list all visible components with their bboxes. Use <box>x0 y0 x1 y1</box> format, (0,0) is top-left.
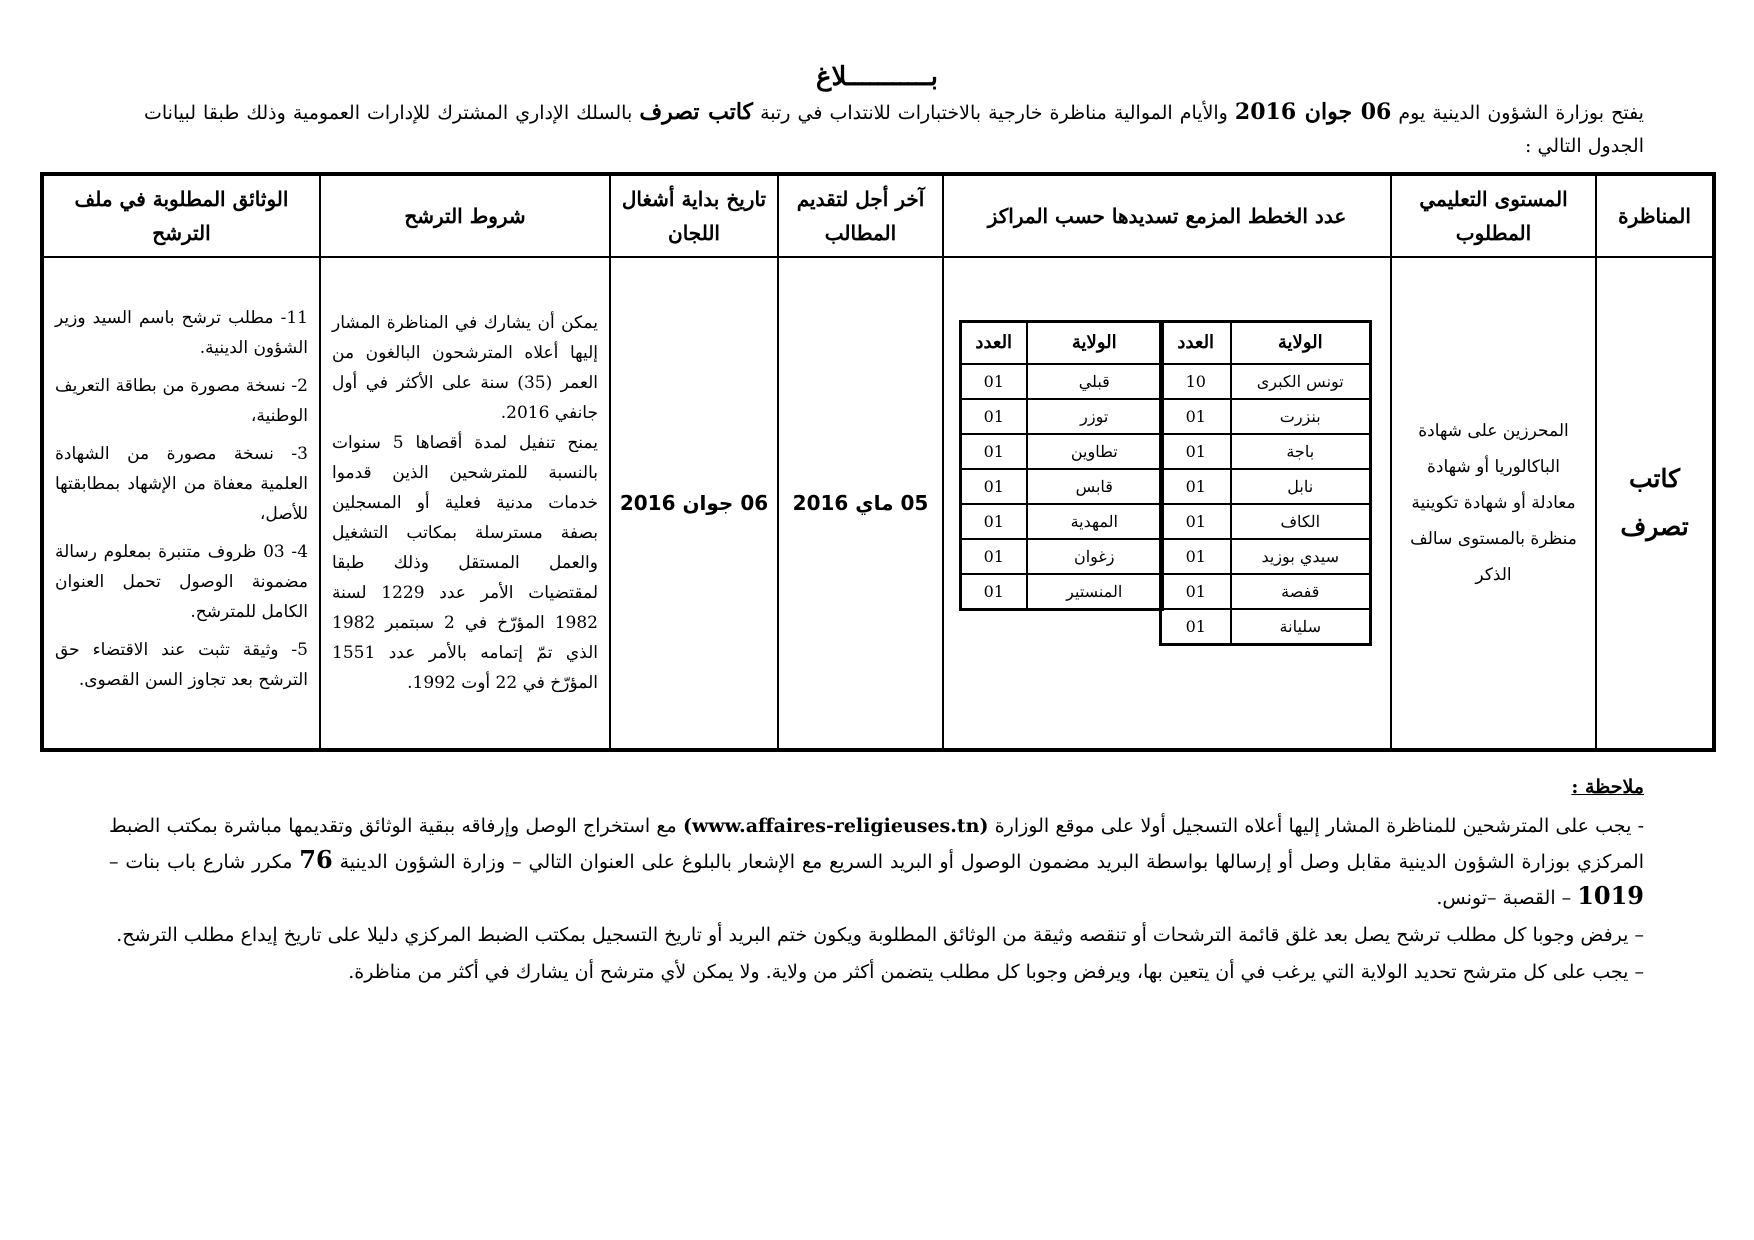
table-row <box>1161 574 1371 609</box>
header-deadline: آخر أجل لتقديم المطالب <box>778 174 943 257</box>
state-name: قابس <box>1027 469 1163 504</box>
table-row <box>1161 434 1371 469</box>
list-item: 2- نسخة مصورة من بطاقة التعريف الوطنية، <box>55 376 308 426</box>
header-start-date: تاريخ بداية أشغال اللجان <box>610 174 778 257</box>
note-1-text-d: – القصبة –تونس. <box>1436 887 1572 909</box>
state-count: 01 <box>1161 574 1231 609</box>
state-name: توزر <box>1027 399 1163 434</box>
state-name: سيدي بوزيد <box>1231 539 1371 574</box>
table-row <box>42 257 1714 750</box>
header-documents: الوثائق المطلوبة في ملف الترشح <box>42 174 320 257</box>
start-date: 06 جوان 2016 <box>619 491 769 515</box>
state-name: نابل <box>1231 469 1371 504</box>
ministry-website-link[interactable]: (www.affaires-religieuses.tn) <box>682 815 989 837</box>
state-count: 01 <box>961 399 1027 434</box>
note-1-text-a: - يجب على المترشحين للمناظرة المشار إليها أعلاه التسجيل أولا على موقع الوزارة <box>994 815 1644 837</box>
state-count: 01 <box>961 469 1027 504</box>
positions-table-left <box>959 320 1164 611</box>
state-name: المنستير <box>1027 574 1163 610</box>
state-name: المهدية <box>1027 504 1163 539</box>
positions-header-state: الولاية <box>1231 322 1371 365</box>
table-row <box>961 399 1163 434</box>
note-1 <box>109 810 1644 915</box>
positions-table-right <box>1159 320 1372 646</box>
positions-header-state: الولاية <box>1027 322 1163 365</box>
note-1-postal-code: 1019 <box>1577 881 1644 910</box>
note-1-text-b: مع استخراج الوصل وإرفاقه ببقية الوثائق وتقديمها مباشرة بمكتب الضبط المركزي بوزارة الشؤون الدينية مقابل وصل أو إرسالها بواسطة البريد مضمون الوصول أو البريد السريع مع الإشعار بالبلوغ على العنوان التالي – وزارة الشؤون الدينية <box>109 815 1644 873</box>
notes-title: ملاحظة : <box>1571 776 1644 798</box>
condition-age: يمكن أن يشارك في المناظرة المشار إليها أعلاه المترشحون البالغون من العمر (35) سنة على الأكثر في أول جانفي 2016. <box>332 313 598 423</box>
contest-name: كاتب تصرف <box>1620 464 1689 541</box>
state-name: زغوان <box>1027 539 1163 574</box>
table-row <box>1161 399 1371 434</box>
table-row <box>1161 539 1371 574</box>
state-name: باجة <box>1231 434 1371 469</box>
deadline-date: 05 ماي 2016 <box>792 491 929 515</box>
header-positions: عدد الخطط المزمع تسديدها حسب المراكز <box>943 174 1391 257</box>
intro-rank: كاتب تصرف <box>639 99 754 125</box>
table-row <box>1161 469 1371 504</box>
table-row <box>961 469 1163 504</box>
education-text: المحرزين على شهادة الباكالوريا أو شهادة معادلة أو شهادة تكوينية منظرة بالمستوى سالف الذكر <box>1410 421 1577 585</box>
state-name: قفصة <box>1231 574 1371 609</box>
note-1-street-number: 76 <box>299 845 333 874</box>
positions-header-count: العدد <box>961 322 1027 365</box>
intro-paragraph <box>144 96 1644 163</box>
state-count: 01 <box>1161 434 1231 469</box>
note-3: – يجب على كل مترشح تحديد الولاية التي يرغب في أن يتعين بها، ويرفض وجوبا كل مطلب يتضمن أكثر من ولاية. ولا يمكن لأي مترشح أن يشارك في أكثر من مناظرة. <box>348 961 1644 983</box>
intro-text-1: يفتح بوزارة الشؤون الدينية يوم <box>1398 102 1644 124</box>
list-item: 4- 03 ظروف متنبرة بمعلوم رسالة مضمونة الوصول تحمل العنوان الكامل للمترشح. <box>55 542 309 622</box>
table-row <box>961 539 1163 574</box>
table-row <box>1161 504 1371 539</box>
positions-tables <box>962 320 1372 686</box>
conditions-text <box>322 302 608 704</box>
page-title: بـــــــــــلاغ <box>815 62 939 92</box>
cell-documents <box>42 257 320 750</box>
list-item: 3- نسخة مصورة من الشهادة العلمية معفاة من الإشهاد بمطابقتها للأصل، <box>55 444 308 524</box>
cell-conditions <box>320 257 610 750</box>
table-row <box>1161 364 1371 399</box>
header-education: المستوى التعليمي المطلوب <box>1391 174 1596 257</box>
notes-section <box>109 810 1644 993</box>
intro-date: 06 جوان 2016 <box>1234 99 1392 125</box>
table-row <box>961 364 1163 399</box>
state-name: قبلي <box>1027 364 1163 399</box>
table-row <box>1161 609 1371 645</box>
list-item: 5- وثيقة تثبت عند الاقتضاء حق الترشح بعد تجاوز السن القصوى. <box>55 640 308 690</box>
table-row <box>961 434 1163 469</box>
state-name: تطاوين <box>1027 434 1163 469</box>
header-contest: المناظرة <box>1596 174 1714 257</box>
state-count: 01 <box>1161 539 1231 574</box>
contest-table <box>40 172 1716 752</box>
state-name: بنزرت <box>1231 399 1371 434</box>
state-count: 10 <box>1161 364 1231 399</box>
state-name: تونس الكبرى <box>1231 364 1371 399</box>
state-count: 01 <box>961 504 1027 539</box>
cell-start-date <box>610 257 778 750</box>
documents-list <box>45 297 318 709</box>
state-name: سليانة <box>1231 609 1371 645</box>
positions-header-count: العدد <box>1161 322 1231 365</box>
table-row <box>961 574 1163 610</box>
cell-positions <box>943 257 1391 750</box>
table-row <box>961 504 1163 539</box>
state-count: 01 <box>1161 399 1231 434</box>
state-count: 01 <box>961 539 1027 574</box>
state-count: 01 <box>961 434 1027 469</box>
note-1-text-c: مكرر شارع باب بنات – <box>109 851 293 873</box>
state-count: 01 <box>1161 469 1231 504</box>
intro-text-2: والأيام الموالية مناظرة خارجية بالاختبارات للانتداب في رتبة <box>760 102 1228 124</box>
cell-deadline <box>778 257 943 750</box>
state-count: 01 <box>1161 504 1231 539</box>
state-count: 01 <box>961 364 1027 399</box>
list-item: 11- مطلب ترشح باسم السيد وزير الشؤون الدينية. <box>55 308 308 358</box>
state-count: 01 <box>961 574 1027 610</box>
cell-education <box>1391 257 1596 750</box>
note-2: – يرفض وجوبا كل مطلب ترشح يصل بعد غلق قائمة الترشحات أو تنقصه وثيقة من الوثائق المطلوبة ويكون ختم البريد أو تاريخ التسجيل بمكتب الضبط المركزي دليلا على تاريخ إيداع مطلب الترشح. <box>116 924 1644 946</box>
header-conditions: شروط الترشح <box>320 174 610 257</box>
table-header-row <box>42 174 1714 257</box>
state-count: 01 <box>1161 609 1231 645</box>
cell-contest <box>1596 257 1714 750</box>
condition-bonus: يمنح تنفيل لمدة أقصاها 5 سنوات بالنسبة للمترشحين الذين قدموا خدمات مدنية فعلية أو المسجلين بصفة مسترسلة بمكاتب التشغيل والعمل المستقل وذلك طبقا لمقتضيات الأمر عدد 1229 لسنة 1982 المؤرّخ في 2 سبتمبر 1982 الذي تمّ إتمامه بالأمر عدد 1551 المؤرّخ في 22 أوت 1992. <box>332 433 598 693</box>
intro-text-3: بالسلك الإداري المشترك للإدارات العمومية وذلك طبقا لبيانات الجدول التالي : <box>144 102 1644 157</box>
state-name: الكاف <box>1231 504 1371 539</box>
